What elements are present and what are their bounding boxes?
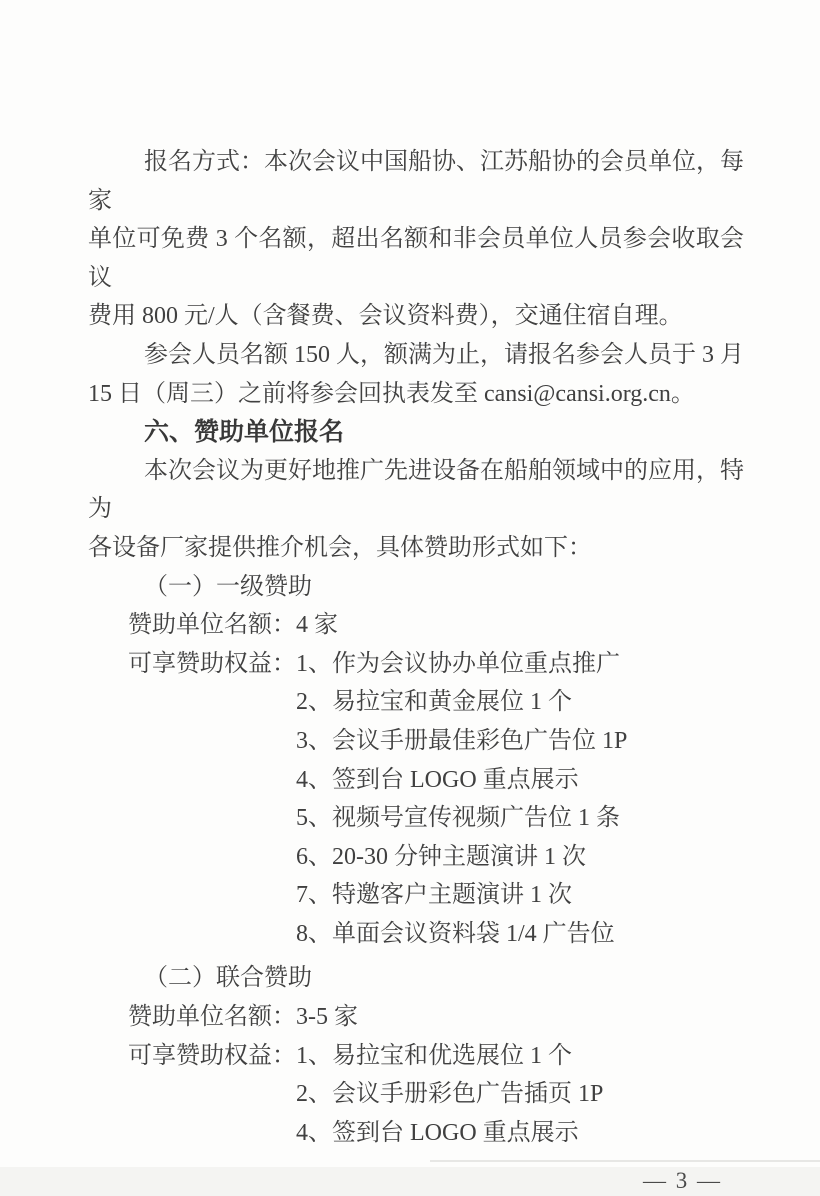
tier1-quota-value: 4 家 — [296, 612, 338, 639]
paragraph-line: 参会人员名额 150 人，额满为止，请报名参会人员于 3 月 — [144, 341, 744, 368]
tier2-title: （二）联合赞助 — [144, 965, 312, 992]
benefit-item: 7、特邀客户主题演讲 1 次 — [296, 882, 572, 909]
tier2-block — [88, 959, 744, 1152]
tier1-quota-label: 赞助单位名额： — [128, 612, 296, 639]
tier2-quota-value: 3-5 家 — [296, 1004, 358, 1031]
tier2-quota-label: 赞助单位名额： — [128, 1004, 296, 1031]
benefit-item: 2、会议手册彩色广告插页 1P — [296, 1081, 604, 1108]
paragraph-line: 本次会议为更好地推广先进设备在船舶领域中的应用，特为 — [88, 457, 744, 523]
tier2-quota-row — [128, 998, 744, 1037]
tier2-benefit-list — [296, 1037, 744, 1153]
tier1-title: （一）一级赞助 — [144, 573, 312, 600]
benefit-item: 4、签到台 LOGO 重点展示 — [296, 1119, 579, 1146]
paragraph-sponsor-intro — [88, 452, 744, 568]
benefit-item: 6、20-30 分钟主题演讲 1 次 — [296, 843, 586, 870]
benefit-item: 1、易拉宝和优选展位 1 个 — [296, 1042, 572, 1069]
page-edge-shadow — [430, 1160, 820, 1162]
tier1-block — [88, 568, 744, 954]
benefit-item: 3、会议手册最佳彩色广告位 1P — [296, 727, 628, 754]
paragraph-line: 各设备厂家提供推介机会，具体赞助形式如下： — [88, 534, 592, 561]
paragraph-registration-method — [88, 143, 744, 336]
paragraph-line: 15 日（周三）之前将参会回执表发至 cansi@cansi.org.cn。 — [88, 380, 695, 407]
tier1-benefit-list — [296, 645, 744, 954]
paragraph-line: 费用 800 元/人（含餐费、会议资料费），交通住宿自理。 — [88, 303, 683, 330]
benefit-item: 8、单面会议资料袋 1/4 广告位 — [296, 920, 615, 947]
tier1-benefits-row — [128, 645, 744, 954]
tier1-quota-row — [128, 606, 744, 645]
benefit-item: 5、视频号宣传视频广告位 1 条 — [296, 805, 620, 832]
section-heading-sponsor-registration: 六、赞助单位报名 — [144, 418, 345, 447]
benefit-item: 4、签到台 LOGO 重点展示 — [296, 766, 579, 793]
paragraph-line: 单位可免费 3 个名额，超出名额和非会员单位人员参会收取会议 — [88, 226, 744, 291]
paragraph-attendee-quota — [88, 336, 744, 413]
benefit-item: 1、作为会议协办单位重点推广 — [296, 650, 620, 677]
paragraph-line: 报名方式：本次会议中国船协、江苏船协的会员单位，每家 — [88, 149, 744, 214]
tier2-benefits-label: 可享赞助权益： — [128, 1042, 296, 1069]
page-number: — 3 — — [643, 1168, 722, 1194]
benefit-item: 2、易拉宝和黄金展位 1 个 — [296, 689, 572, 716]
tier1-benefits-label: 可享赞助权益： — [128, 650, 296, 677]
tier2-benefits-row — [128, 1037, 744, 1153]
